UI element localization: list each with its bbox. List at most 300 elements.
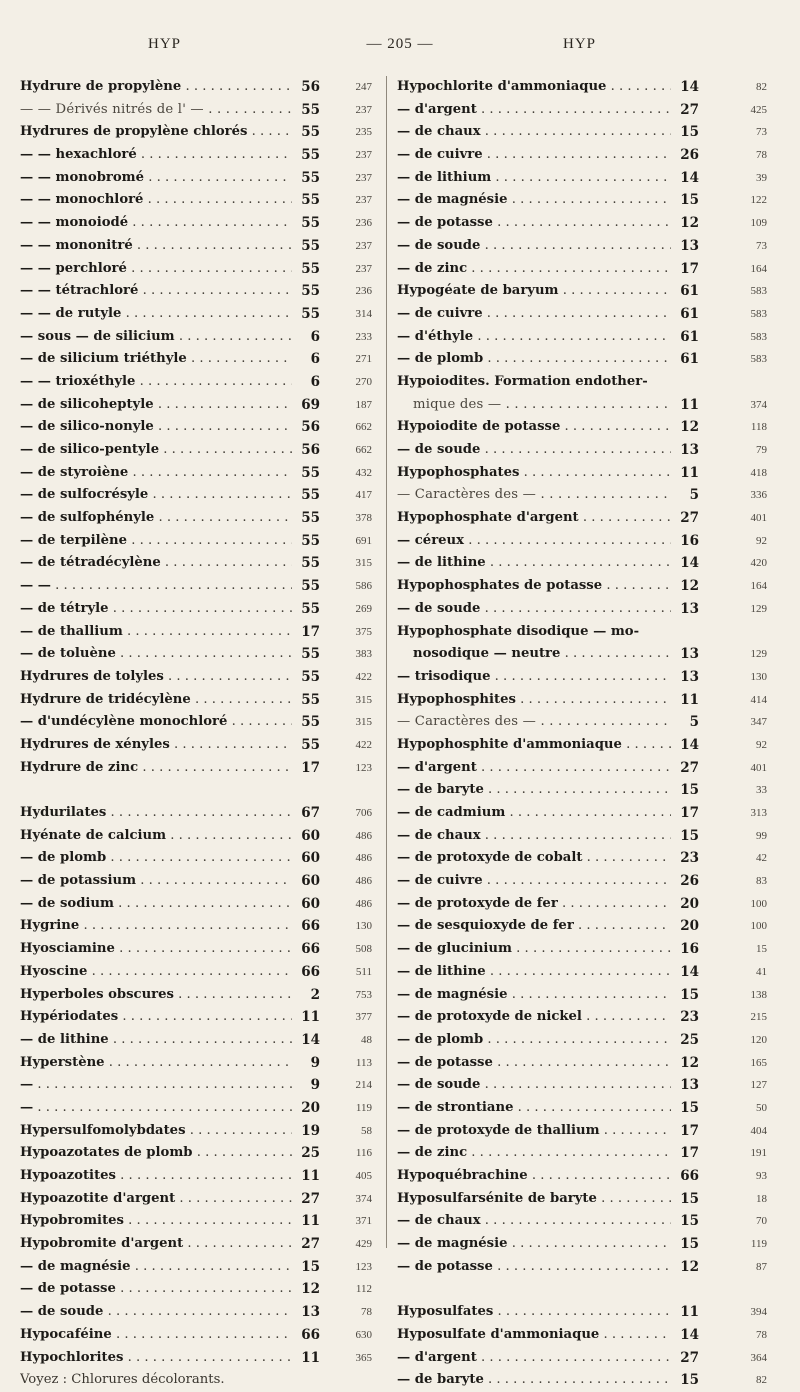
entry-label: mique des — . . . bbox=[397, 394, 671, 417]
entry-page: 78 bbox=[756, 149, 767, 162]
entry-label: — de strontiane . . . bbox=[397, 1097, 671, 1120]
entry-volume: 9 bbox=[310, 1077, 320, 1094]
entry-label: — d'argent . . . bbox=[397, 99, 671, 122]
entry-volume: 60 bbox=[301, 873, 320, 890]
entry-label: Hypobromite d'argent . . . bbox=[20, 1233, 292, 1256]
index-entry bbox=[397, 121, 779, 144]
entry-volume: 66 bbox=[301, 941, 320, 958]
index-entry bbox=[20, 666, 375, 689]
index-entry bbox=[397, 1301, 779, 1324]
entry-label: — de soude . . . bbox=[20, 1301, 292, 1324]
index-entry bbox=[20, 1278, 375, 1301]
entry-volume: 66 bbox=[301, 1326, 320, 1343]
entry-volume: 55 bbox=[301, 305, 320, 322]
entry-volume: 61 bbox=[680, 328, 699, 345]
entry-label: — de baryte . . . bbox=[397, 779, 671, 802]
index-entry bbox=[20, 99, 375, 122]
entry-page: 237 bbox=[355, 194, 372, 207]
entry-volume: 56 bbox=[301, 419, 320, 436]
entry-page: 129 bbox=[750, 648, 767, 661]
entry-volume: 25 bbox=[680, 1031, 699, 1048]
entry-label: Hypobromites . . . bbox=[20, 1210, 292, 1233]
entry-volume: 11 bbox=[301, 1168, 320, 1184]
entry-page: 116 bbox=[355, 1147, 372, 1160]
index-entry bbox=[20, 326, 375, 349]
entry-page: 486 bbox=[355, 829, 372, 842]
index-entry bbox=[20, 167, 375, 190]
entry-page: 394 bbox=[750, 1306, 767, 1319]
entry-page: 429 bbox=[355, 1238, 372, 1251]
entry-label: — de plomb . . . bbox=[397, 1029, 671, 1052]
index-entry bbox=[20, 1369, 375, 1392]
entry-volume: 26 bbox=[680, 147, 699, 164]
entry-page: 347 bbox=[750, 716, 767, 729]
index-entry bbox=[397, 621, 779, 644]
index-entry bbox=[397, 757, 779, 780]
entry-page: 237 bbox=[355, 103, 372, 116]
entry-label: — de protoxyde de fer . . . bbox=[397, 893, 671, 916]
entry-volume: 23 bbox=[680, 1009, 699, 1026]
entry-label: — de magnésie . . . bbox=[20, 1256, 292, 1279]
index-entry bbox=[397, 598, 779, 621]
entry-page: 50 bbox=[756, 1101, 767, 1114]
entry-volume: 27 bbox=[680, 759, 699, 776]
entry-volume: 9 bbox=[310, 1054, 320, 1071]
entry-label: — de glucinium . . . bbox=[397, 938, 671, 961]
entry-label: — — tétrachloré . . . bbox=[20, 280, 292, 303]
entry-page: 401 bbox=[750, 512, 767, 525]
entry-page: 583 bbox=[750, 307, 767, 320]
entry-label: — de toluène . . . bbox=[20, 643, 292, 666]
entry-label: — Caractères des — . . . bbox=[397, 484, 671, 507]
entry-page: 82 bbox=[756, 81, 767, 93]
index-entry bbox=[20, 1233, 375, 1256]
index-entry bbox=[20, 371, 375, 394]
entry-label: — de zinc . . . bbox=[397, 258, 671, 281]
entry-label: Hypochlorite d'ammoniaque . . . bbox=[397, 76, 671, 99]
entry-label: Hydrures de propylène chlorés . . . bbox=[20, 121, 292, 144]
entry-label: — de potasse . . . bbox=[397, 212, 671, 235]
entry-page: 583 bbox=[750, 330, 767, 343]
entry-label: Hyposulfates . . . bbox=[397, 1301, 671, 1324]
entry-volume: 14 bbox=[680, 169, 699, 186]
entry-volume: 6 bbox=[310, 328, 320, 345]
entry-volume: 55 bbox=[301, 487, 320, 504]
index-entry bbox=[397, 484, 779, 507]
entry-label: — de soude . . . bbox=[397, 235, 671, 258]
entry-volume: 16 bbox=[680, 941, 699, 958]
entry-page: 269 bbox=[355, 602, 372, 615]
entry-volume: 55 bbox=[301, 101, 320, 118]
entry-volume: 14 bbox=[680, 555, 699, 572]
entry-page: 365 bbox=[355, 1351, 372, 1364]
entry-page: 73 bbox=[756, 239, 767, 252]
entry-volume: 17 bbox=[680, 1122, 699, 1139]
index-entry bbox=[20, 825, 375, 848]
index-entry bbox=[20, 507, 375, 530]
index-entry bbox=[397, 280, 779, 303]
index-entry bbox=[20, 1142, 375, 1165]
entry-page: 511 bbox=[355, 965, 372, 978]
entry-page: 414 bbox=[750, 693, 767, 706]
entry-page: 58 bbox=[361, 1124, 372, 1137]
entry-page: 118 bbox=[750, 421, 767, 434]
entry-page: 93 bbox=[756, 1170, 767, 1182]
entry-volume: 15 bbox=[680, 1099, 699, 1116]
header-right: HYP bbox=[563, 36, 597, 52]
entry-page: 92 bbox=[756, 534, 767, 547]
entry-volume: 14 bbox=[680, 963, 699, 980]
index-entry bbox=[20, 1256, 375, 1279]
index-entry bbox=[20, 348, 375, 371]
entry-label: — . . . bbox=[20, 1074, 292, 1097]
entry-label: — — mononitré . . . bbox=[20, 235, 292, 258]
entry-page: 15 bbox=[756, 943, 767, 956]
entry-volume: 17 bbox=[680, 260, 699, 277]
entry-label: — de chaux . . . bbox=[397, 1210, 671, 1233]
entry-volume: 55 bbox=[301, 691, 320, 708]
entry-label: — trisodique . . . bbox=[397, 666, 671, 689]
entry-label: — de lithine . . . bbox=[397, 552, 671, 575]
entry-label: — — monochloré . . . bbox=[20, 189, 292, 212]
entry-volume: 12 bbox=[680, 578, 699, 595]
index-entry bbox=[20, 144, 375, 167]
index-entry bbox=[20, 621, 375, 644]
entry-page: 48 bbox=[361, 1033, 372, 1046]
entry-label: — de silico-nonyle . . . bbox=[20, 416, 292, 439]
entry-page: 164 bbox=[750, 580, 767, 593]
entry-volume: 55 bbox=[301, 260, 320, 277]
index-entry bbox=[397, 326, 779, 349]
entry-label: — de potassium . . . bbox=[20, 870, 292, 893]
entry-volume: 2 bbox=[310, 986, 320, 1003]
index-entry bbox=[397, 870, 779, 893]
index-entry bbox=[397, 711, 779, 734]
entry-volume: 11 bbox=[680, 1304, 699, 1321]
entry-label: Hyposulfate d'ammoniaque . . . bbox=[397, 1324, 671, 1347]
index-entry bbox=[397, 258, 779, 281]
index-entry bbox=[20, 711, 375, 734]
index-entry bbox=[397, 235, 779, 258]
entry-label: Hydrures de xényles . . . bbox=[20, 734, 292, 757]
entry-page: 215 bbox=[750, 1011, 767, 1024]
index-entry bbox=[397, 1210, 779, 1233]
column-divider bbox=[386, 76, 387, 1248]
index-entry bbox=[20, 530, 375, 553]
entry-page: 73 bbox=[756, 126, 767, 139]
entry-volume: 20 bbox=[680, 918, 699, 935]
entry-volume: 55 bbox=[301, 600, 320, 617]
entry-volume: 17 bbox=[680, 805, 699, 821]
left-column bbox=[20, 76, 375, 1392]
entry-label: — — perchloré . . . bbox=[20, 258, 292, 281]
entry-label: Hydrure de tridécylène . . . bbox=[20, 689, 292, 712]
entry-volume: 15 bbox=[680, 1236, 699, 1253]
entry-label: — — . . . bbox=[20, 575, 292, 598]
page-header bbox=[0, 36, 800, 58]
entry-label: Hyoscine . . . bbox=[20, 961, 292, 984]
index-entry bbox=[20, 439, 375, 462]
entry-volume: 25 bbox=[301, 1145, 320, 1162]
entry-volume: 15 bbox=[680, 782, 699, 799]
entry-page: 662 bbox=[355, 444, 372, 456]
entry-label: Hypocaféine . . . bbox=[20, 1324, 292, 1347]
entry-volume: 55 bbox=[301, 668, 320, 685]
entry-page: 42 bbox=[756, 852, 767, 865]
entry-label: — de zinc . . . bbox=[397, 1142, 671, 1165]
entry-volume: 27 bbox=[301, 1190, 320, 1207]
entry-volume: 13 bbox=[680, 237, 699, 254]
entry-volume: 69 bbox=[301, 396, 320, 413]
index-entry bbox=[20, 938, 375, 961]
entry-label: — Caractères des — . . . bbox=[397, 711, 671, 734]
entry-page: 109 bbox=[750, 217, 767, 230]
index-entry bbox=[397, 76, 779, 99]
index-entry bbox=[397, 552, 779, 575]
index-entry bbox=[397, 915, 779, 938]
index-entry bbox=[20, 1006, 375, 1029]
entry-volume: 55 bbox=[301, 578, 320, 595]
index-entry bbox=[20, 847, 375, 870]
entry-page: 130 bbox=[750, 670, 767, 683]
index-entry bbox=[397, 825, 779, 848]
entry-page: 100 bbox=[750, 920, 767, 933]
entry-page: 100 bbox=[750, 897, 767, 910]
index-entry bbox=[397, 575, 779, 598]
index-entry bbox=[397, 1165, 779, 1188]
entry-page: 247 bbox=[355, 81, 372, 93]
entry-volume: 55 bbox=[301, 169, 320, 186]
entry-page: 237 bbox=[355, 262, 372, 275]
entry-volume: 66 bbox=[680, 1168, 699, 1184]
entry-label: — d'undécylène monochloré . . . bbox=[20, 711, 292, 734]
entry-page: 191 bbox=[750, 1147, 767, 1160]
entry-label: — de thallium . . . bbox=[20, 621, 292, 644]
index-entry bbox=[20, 1210, 375, 1233]
entry-volume: 55 bbox=[301, 283, 320, 300]
index-entry bbox=[397, 1052, 779, 1075]
entry-page: 127 bbox=[750, 1079, 767, 1092]
entry-volume: 19 bbox=[301, 1122, 320, 1139]
entry-page: 187 bbox=[355, 398, 372, 411]
entry-page: 418 bbox=[750, 466, 767, 479]
entry-label: — de cuivre . . . bbox=[397, 870, 671, 893]
entry-label: — de plomb . . . bbox=[397, 348, 671, 371]
index-entry bbox=[397, 643, 779, 666]
entry-label: Hydurilates . . . bbox=[20, 802, 292, 825]
index-entry bbox=[20, 1097, 375, 1120]
index-entry bbox=[20, 394, 375, 417]
entry-page: 87 bbox=[756, 1260, 767, 1273]
entry-page: 315 bbox=[355, 716, 372, 729]
entry-volume: 67 bbox=[301, 805, 320, 821]
entry-page: 314 bbox=[355, 307, 372, 320]
entry-label: Hyperstène . . . bbox=[20, 1052, 292, 1075]
entry-page: 33 bbox=[756, 784, 767, 797]
index-entry bbox=[20, 280, 375, 303]
entry-volume: 15 bbox=[680, 124, 699, 141]
index-entry bbox=[397, 984, 779, 1007]
entry-page: 422 bbox=[355, 738, 372, 751]
entry-volume: 13 bbox=[680, 668, 699, 685]
index-entry bbox=[20, 961, 375, 984]
entry-volume: 20 bbox=[680, 895, 699, 912]
entry-volume: 14 bbox=[680, 1326, 699, 1343]
index-entry bbox=[397, 1097, 779, 1120]
entry-page: 374 bbox=[355, 1192, 372, 1205]
entry-volume: 15 bbox=[680, 1190, 699, 1207]
index-entry bbox=[397, 1029, 779, 1052]
entry-volume: 27 bbox=[680, 101, 699, 118]
index-entry bbox=[397, 371, 779, 394]
entry-volume: 5 bbox=[689, 487, 699, 504]
entry-label: — de styroiène . . . bbox=[20, 462, 292, 485]
entry-label: — de tétryle . . . bbox=[20, 598, 292, 621]
index-entry bbox=[20, 189, 375, 212]
entry-page: 422 bbox=[355, 670, 372, 683]
entry-label: Hyperboles obscures . . . bbox=[20, 984, 292, 1007]
entry-volume: 13 bbox=[301, 1304, 320, 1321]
entry-label: Hydrure de propylène . . . bbox=[20, 76, 292, 99]
entry-page: 401 bbox=[750, 761, 767, 774]
index-entry bbox=[20, 258, 375, 281]
entry-volume: 56 bbox=[301, 442, 320, 458]
entry-volume: 12 bbox=[301, 1281, 320, 1298]
entry-label: — — monobromé . . . bbox=[20, 167, 292, 190]
entry-page: 78 bbox=[361, 1306, 372, 1319]
entry-volume: 17 bbox=[301, 759, 320, 776]
index-entry bbox=[397, 1006, 779, 1029]
entry-label: Voyez : Chlorures décolorants. bbox=[20, 1372, 225, 1388]
index-entry bbox=[20, 235, 375, 258]
entry-volume: 55 bbox=[301, 646, 320, 663]
index-entry bbox=[20, 1165, 375, 1188]
entry-volume: 55 bbox=[301, 147, 320, 164]
entry-label: — de chaux . . . bbox=[397, 825, 671, 848]
index-entry bbox=[397, 530, 779, 553]
index-entry bbox=[397, 462, 779, 485]
entry-label: Hydrures de tolyles . . . bbox=[20, 666, 292, 689]
entry-label: — . . . bbox=[20, 1097, 292, 1120]
entry-label: Hypoiodite de potasse . . . bbox=[397, 416, 671, 439]
page-number: — 205 — bbox=[366, 36, 434, 52]
entry-volume: 14 bbox=[680, 736, 699, 753]
entry-volume: 60 bbox=[301, 850, 320, 867]
entry-page: 70 bbox=[756, 1215, 767, 1228]
index-entry bbox=[20, 598, 375, 621]
entry-label: — de cuivre . . . bbox=[397, 144, 671, 167]
index-entry bbox=[20, 893, 375, 916]
entry-page: 164 bbox=[750, 262, 767, 275]
entry-volume: 12 bbox=[680, 1054, 699, 1071]
entry-page: 383 bbox=[355, 648, 372, 661]
entry-page: 83 bbox=[756, 875, 767, 888]
index-entry bbox=[397, 439, 779, 462]
entry-volume: 27 bbox=[680, 510, 699, 527]
index-entry bbox=[20, 462, 375, 485]
entry-volume: 20 bbox=[301, 1099, 320, 1116]
entry-label: — de lithine . . . bbox=[397, 961, 671, 984]
entry-page: 18 bbox=[756, 1192, 767, 1205]
entry-label: — de protoxyde de cobalt . . . bbox=[397, 847, 671, 870]
entry-label: — de silicoheptyle . . . bbox=[20, 394, 292, 417]
entry-volume: 13 bbox=[680, 442, 699, 458]
index-entry bbox=[397, 1324, 779, 1347]
entry-page: 112 bbox=[355, 1283, 372, 1296]
entry-page: 235 bbox=[355, 126, 372, 139]
entry-volume: 15 bbox=[680, 192, 699, 209]
index-entry bbox=[20, 76, 375, 99]
entry-volume: 66 bbox=[301, 918, 320, 935]
entry-label: — de plomb . . . bbox=[20, 847, 292, 870]
entry-label: Hyposulfarsénite de baryte . . . bbox=[397, 1188, 671, 1211]
entry-volume: 14 bbox=[301, 1031, 320, 1048]
entry-label: Hypoquébrachine . . . bbox=[397, 1165, 671, 1188]
index-entry bbox=[397, 189, 779, 212]
entry-label: Hypériodates . . . bbox=[20, 1006, 292, 1029]
entry-label: — de protoxyde de thallium . . . bbox=[397, 1120, 671, 1143]
entry-volume: 55 bbox=[301, 532, 320, 549]
entry-page: 41 bbox=[756, 965, 767, 978]
entry-volume: 23 bbox=[680, 850, 699, 867]
index-entry bbox=[20, 1120, 375, 1143]
entry-page: 138 bbox=[750, 988, 767, 1001]
entry-label: — de soude . . . bbox=[397, 439, 671, 462]
entry-page: 706 bbox=[355, 807, 372, 819]
entry-label: — céreux . . . bbox=[397, 530, 671, 553]
entry-label: — de protoxyde de nickel . . . bbox=[397, 1006, 671, 1029]
entry-page: 313 bbox=[750, 807, 767, 819]
index-entry bbox=[397, 416, 779, 439]
entry-label: — de sulfocrésyle . . . bbox=[20, 484, 292, 507]
index-entry bbox=[397, 779, 779, 802]
index-entry bbox=[20, 643, 375, 666]
entry-volume: 12 bbox=[680, 419, 699, 436]
index-entry bbox=[397, 1233, 779, 1256]
entry-page: 39 bbox=[756, 171, 767, 184]
index-entry bbox=[397, 144, 779, 167]
entry-page: 236 bbox=[355, 217, 372, 230]
entry-label: — de soude . . . bbox=[397, 1074, 671, 1097]
entry-volume: 15 bbox=[680, 986, 699, 1003]
index-entry bbox=[397, 1074, 779, 1097]
index-entry bbox=[397, 961, 779, 984]
entry-label: Hypophosphates . . . bbox=[397, 462, 671, 485]
entry-page: 236 bbox=[355, 285, 372, 298]
entry-label: — de lithium . . . bbox=[397, 167, 671, 190]
entry-volume: 5 bbox=[689, 714, 699, 731]
entry-label: Hygrine . . . bbox=[20, 915, 292, 938]
entry-volume: 56 bbox=[301, 79, 320, 95]
entry-page: 662 bbox=[355, 421, 372, 434]
entry-label: — de silicium triéthyle . . . bbox=[20, 348, 292, 371]
index-entry bbox=[397, 348, 779, 371]
index-entry bbox=[397, 938, 779, 961]
entry-volume: 6 bbox=[310, 351, 320, 368]
entry-page: 82 bbox=[756, 1374, 767, 1387]
entry-page: 371 bbox=[355, 1215, 372, 1228]
index-entry bbox=[20, 1301, 375, 1324]
entry-page: 378 bbox=[355, 512, 372, 525]
entry-volume: 55 bbox=[301, 192, 320, 209]
index-entry bbox=[20, 1029, 375, 1052]
entry-label: — de magnésie . . . bbox=[397, 984, 671, 1007]
entry-page: 165 bbox=[750, 1056, 767, 1069]
entry-label: — — Dérivés nitrés de l' — . . . bbox=[20, 99, 292, 122]
entry-label: — de sulfophényle . . . bbox=[20, 507, 292, 530]
entry-page: 375 bbox=[355, 625, 372, 638]
entry-page: 586 bbox=[355, 580, 372, 593]
